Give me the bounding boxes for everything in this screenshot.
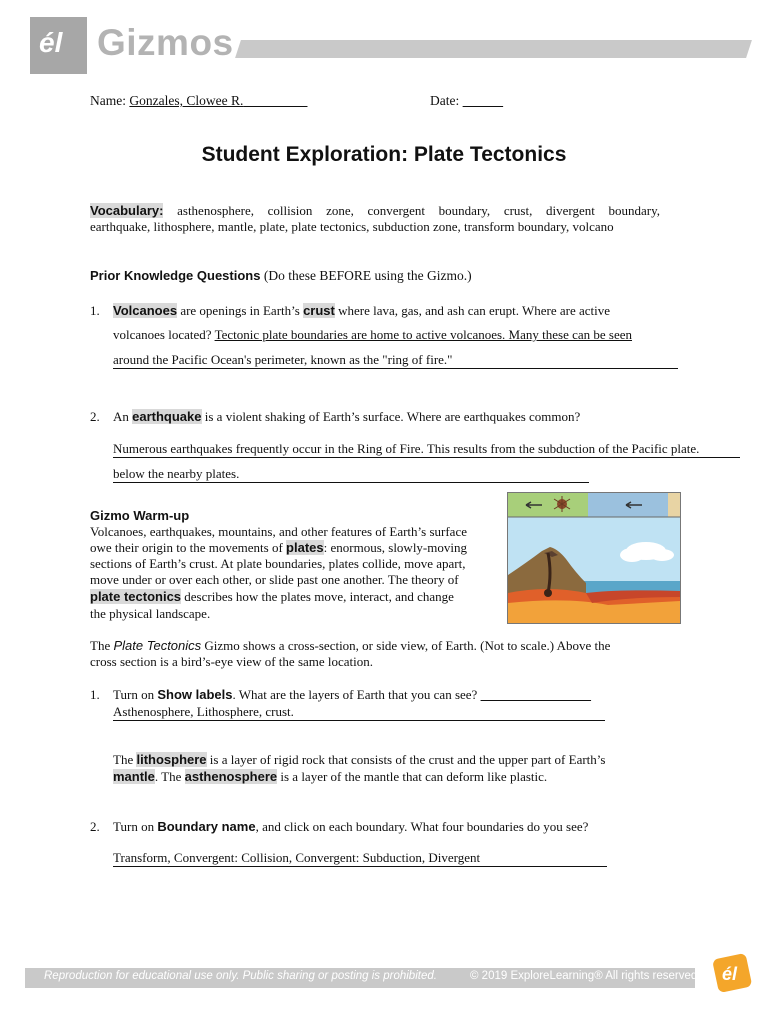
footer-rights: © 2019 ExploreLearning® All rights reserved bbox=[470, 970, 698, 982]
warmup-heading: Gizmo Warm-up bbox=[90, 508, 190, 523]
date-label: Date: bbox=[430, 93, 460, 108]
prior-q1-number: 1. bbox=[90, 303, 100, 318]
name-line bbox=[90, 93, 307, 109]
warmup-q1-answer[interactable]: Asthenosphere, Lithosphere, crust. bbox=[113, 704, 605, 721]
warmup-p1-line2: owe their origin to the movements of plates: enormous, slowly-moving bbox=[90, 540, 467, 555]
warmup-p1-line1: Volcanoes, earthquakes, mountains, and other features of Earth’s surface bbox=[90, 524, 467, 539]
warmup-q2-line1: Turn on Boundary name, and click on each boundary. What four boundaries do you see? bbox=[113, 819, 589, 834]
gizmos-logo bbox=[30, 17, 87, 74]
plate-tectonics-illustration bbox=[507, 492, 681, 624]
footer-copyright-notice: Reproduction for educational use only. Public sharing or posting is prohibited. bbox=[44, 970, 437, 982]
name-value[interactable]: Gonzales, Clowee R. bbox=[129, 93, 244, 108]
date-field[interactable] bbox=[463, 93, 504, 108]
vocabulary-line2: earthquake, lithosphere, mantle, plate, plate tectonics, subduction zone, transform boundary, volcano bbox=[90, 219, 614, 234]
lithosphere-definition-line2: mantle. The asthenosphere is a layer of the mantle that can deform like plastic. bbox=[113, 769, 548, 784]
warmup-p1-line4: move under or over each other, or slide past one another. The theory of bbox=[90, 572, 459, 587]
warmup-p1-line3: sections of Earth’s crust. At plate boundaries, plates collide, move apart, bbox=[90, 556, 466, 571]
header-bar bbox=[235, 40, 752, 58]
prior-q1-line1: Volcanoes are openings in Earth’s crust where lava, gas, and ash can erupt. Where are active bbox=[113, 303, 611, 318]
warmup-p2-line1: The Plate Tectonics Gizmo shows a cross-section, or side view, of Earth. (Not to scale.) Above the bbox=[90, 638, 611, 653]
date-line bbox=[430, 93, 503, 109]
warmup-p1-line5: plate tectonics describes how the plates move, interact, and change bbox=[90, 589, 454, 604]
warmup-q2-answer[interactable]: Transform, Convergent: Collision, Convergent: Subduction, Divergent bbox=[113, 850, 607, 867]
explorelearning-logo-icon bbox=[712, 952, 752, 992]
vocabulary-line1: Vocabulary: asthenosphere, collision zone, convergent boundary, crust, divergent boundary, bbox=[90, 203, 661, 218]
warmup-p1-line6: the physical landscape. bbox=[90, 606, 211, 621]
logo-glyph: él bbox=[39, 27, 63, 58]
svg-text:él: él bbox=[722, 964, 738, 984]
warmup-q1-blank[interactable] bbox=[481, 687, 592, 702]
prior-knowledge-heading: Prior Knowledge Questions (Do these BEFORE using the Gizmo.) bbox=[90, 268, 472, 283]
prior-q2-line1: An earthquake is a violent shaking of Earth’s surface. Where are earthquakes common? bbox=[113, 409, 581, 424]
prior-q1-answer-line2[interactable]: around the Pacific Ocean's perimeter, known as the "ring of fire." bbox=[113, 352, 678, 369]
prior-q2-answer-line1[interactable]: Numerous earthquakes frequently occur in the Ring of Fire. This results from the subduction of the Pacific plate. bbox=[113, 441, 740, 458]
page-title: Student Exploration: Plate Tectonics bbox=[201, 143, 567, 166]
warmup-p2-line2: cross section is a bird’s-eye view of the same location. bbox=[90, 654, 374, 669]
warmup-q2-number: 2. bbox=[90, 819, 100, 834]
warmup-q1-number: 1. bbox=[90, 687, 100, 702]
prior-q1-line2: volcanoes located? Tectonic plate boundaries are home to active volcanoes. Many these can be seen bbox=[113, 327, 633, 342]
name-label: Name: bbox=[90, 93, 126, 108]
warmup-q1-line1: Turn on Show labels. What are the layers of Earth that you can see? bbox=[113, 687, 591, 703]
prior-q1-answer-line1[interactable]: Tectonic plate boundaries are home to active volcanoes. Many these can be seen bbox=[214, 327, 633, 342]
vocabulary-label: Vocabulary: bbox=[90, 203, 164, 218]
prior-q2-number: 2. bbox=[90, 409, 100, 424]
lithosphere-definition-line1: The lithosphere is a layer of rigid rock that consists of the crust and the upper part of Earth’s bbox=[113, 752, 606, 767]
brand-name: Gizmos bbox=[97, 22, 234, 63]
prior-q2-answer-line2[interactable]: below the nearby plates. bbox=[113, 466, 589, 483]
